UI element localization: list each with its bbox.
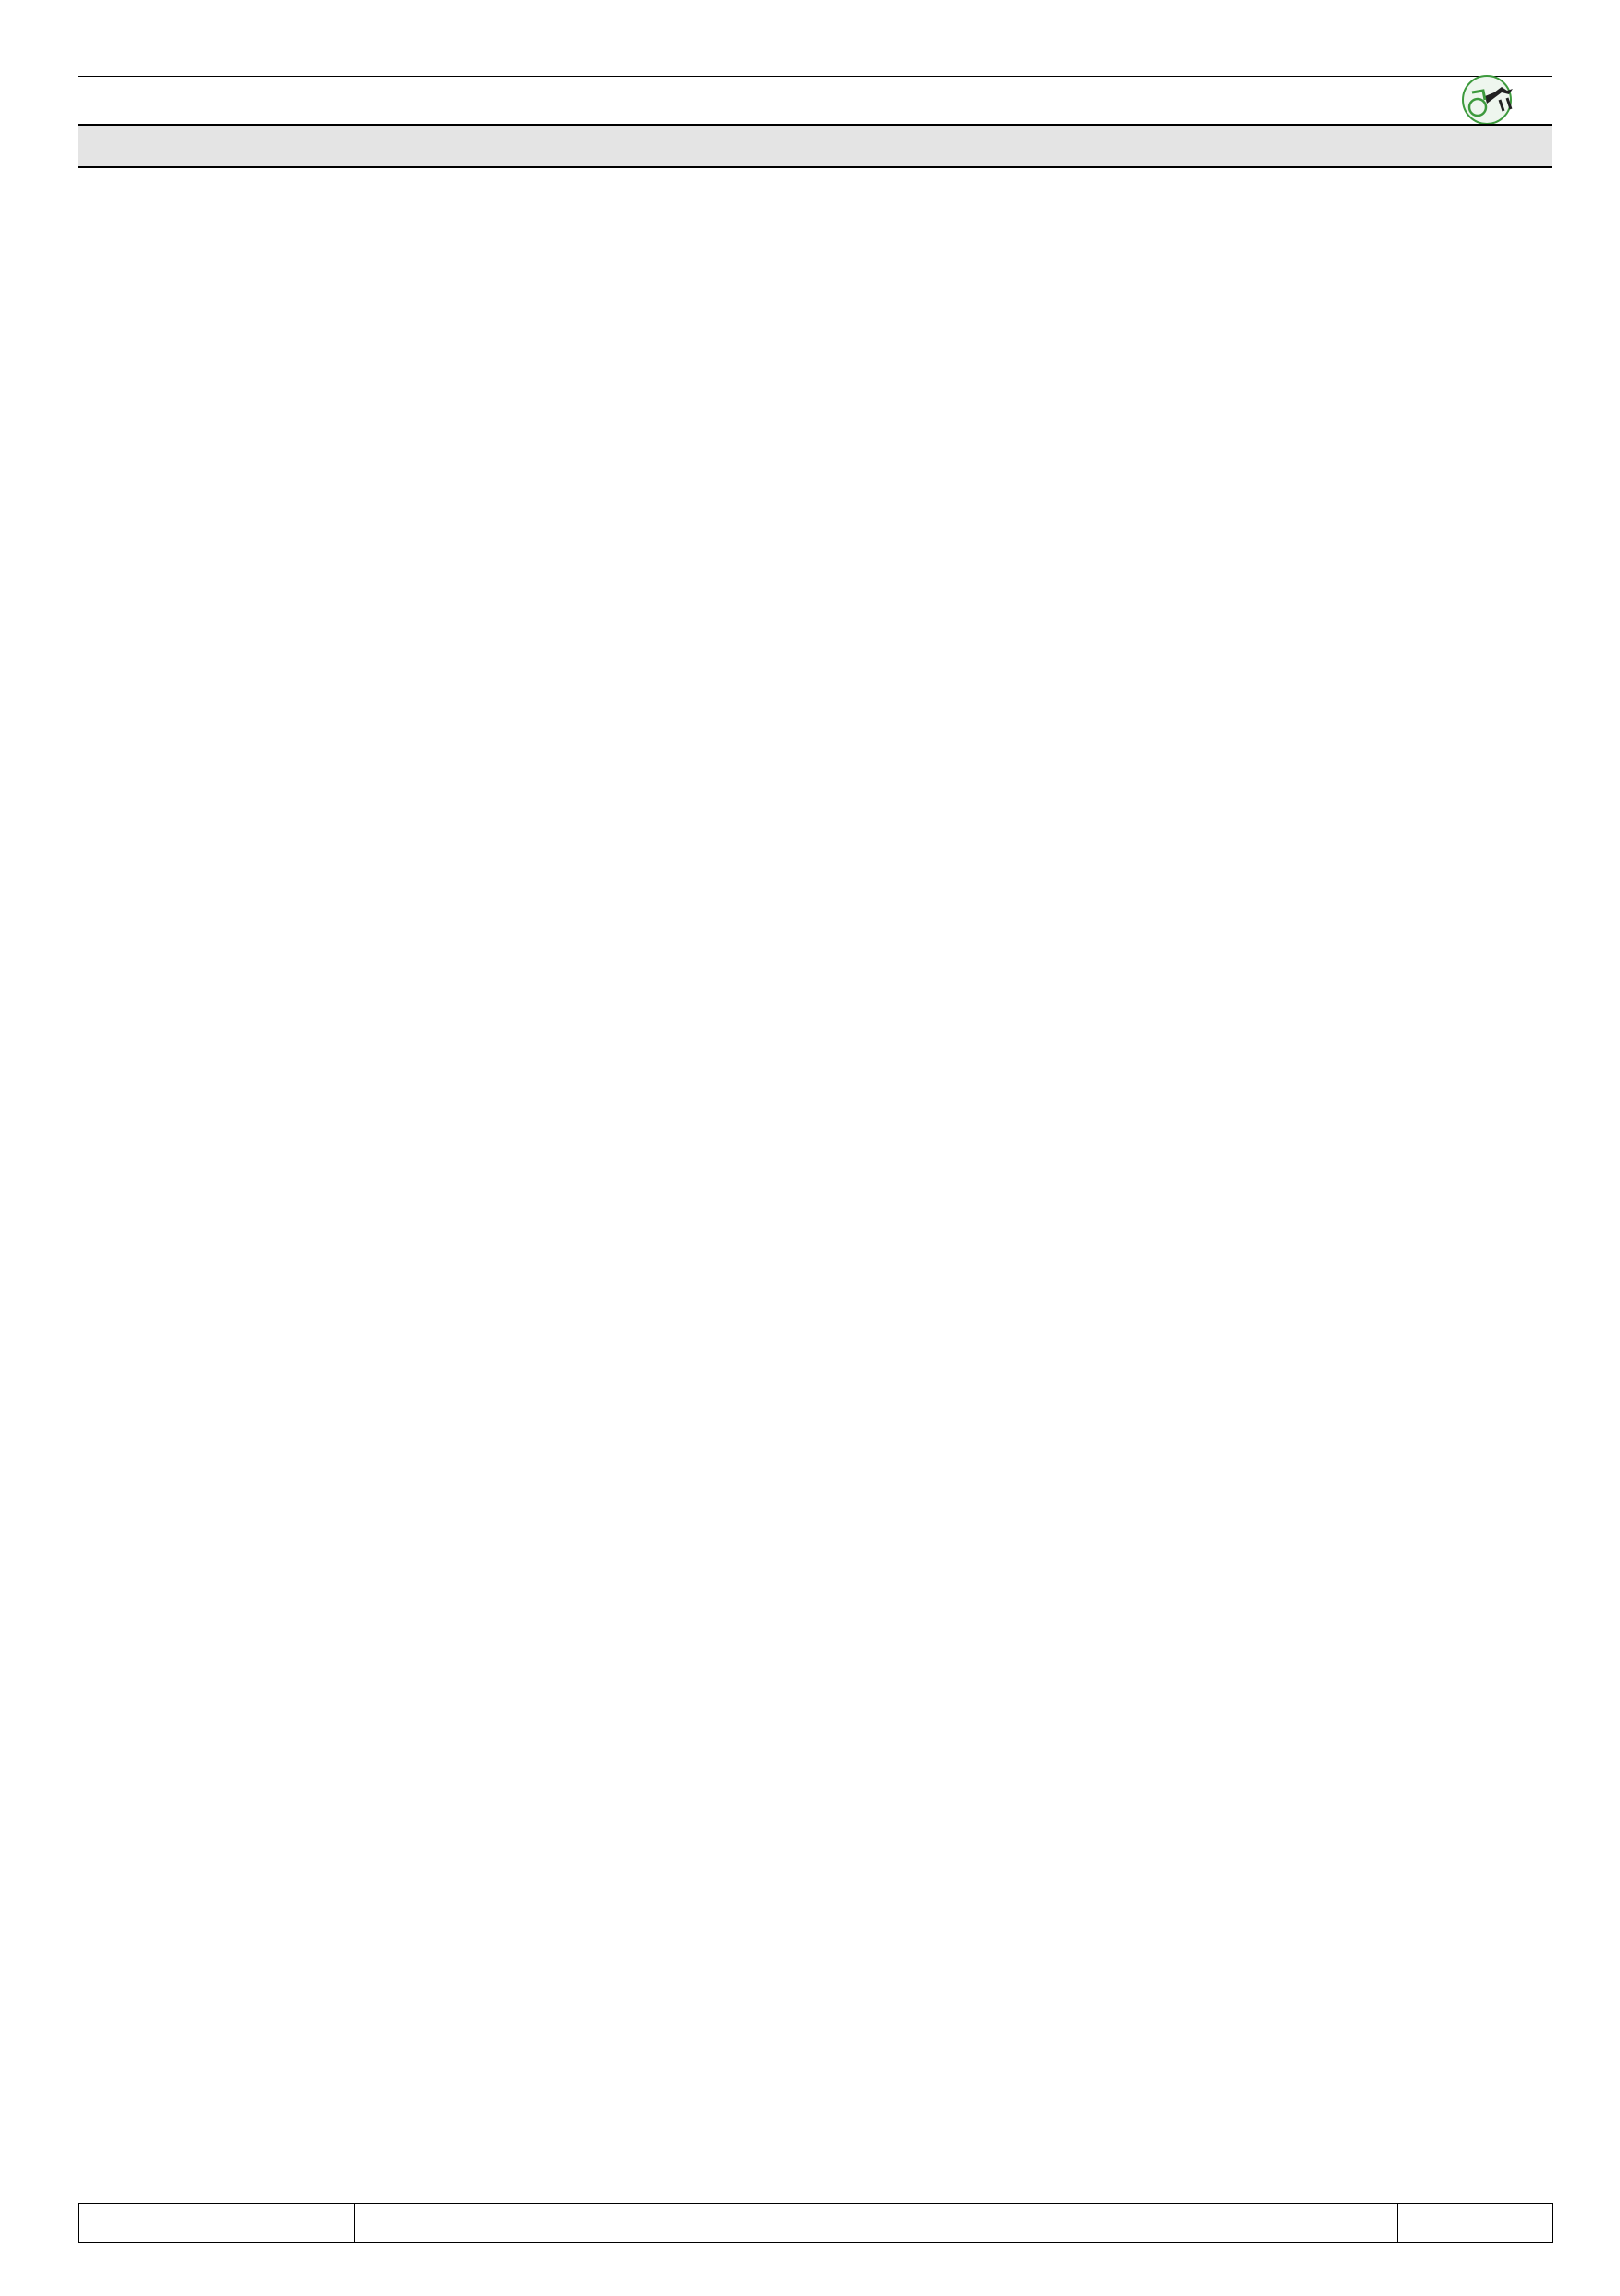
page-title bbox=[78, 78, 1552, 122]
page-subtitle bbox=[78, 124, 1552, 168]
footer-note bbox=[354, 2204, 1397, 2242]
carriage-logo-icon bbox=[1459, 72, 1520, 126]
column-header-row bbox=[78, 168, 1552, 209]
page-footer bbox=[78, 2203, 1553, 2243]
